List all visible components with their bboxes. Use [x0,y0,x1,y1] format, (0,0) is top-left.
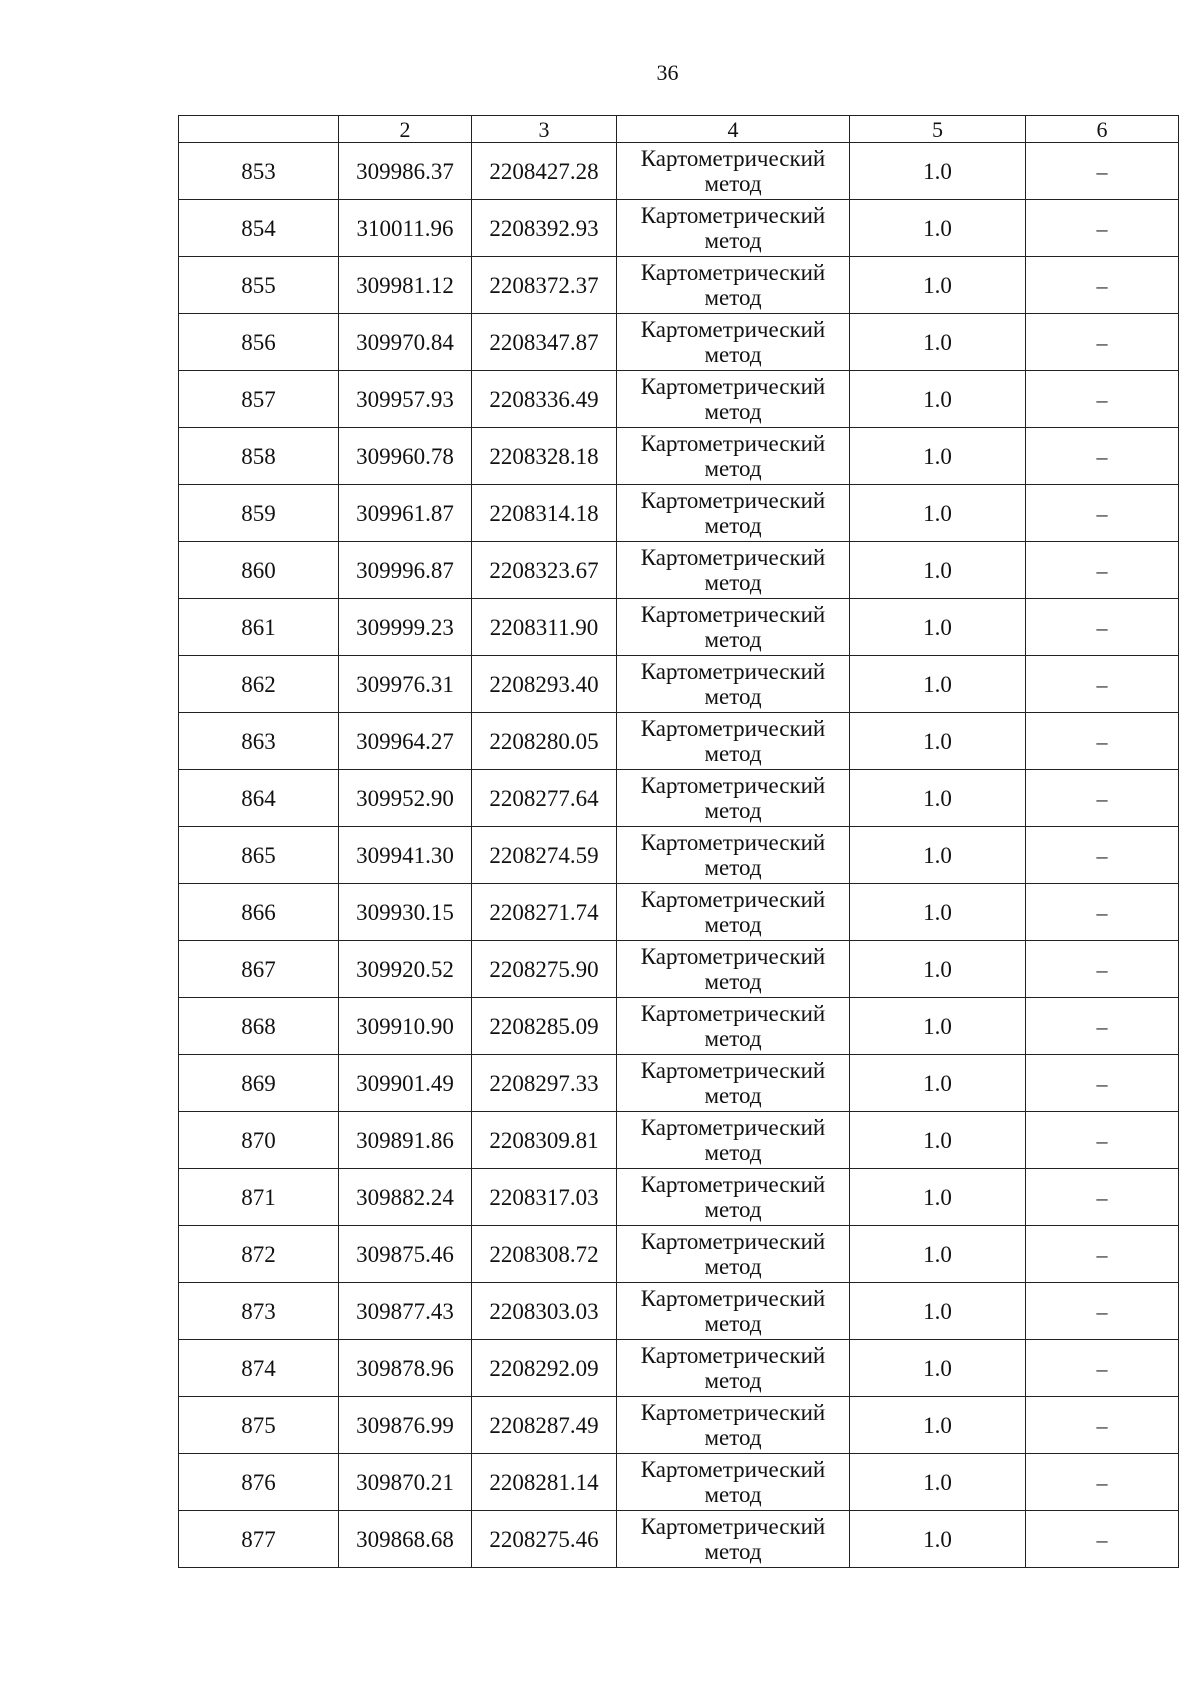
method-cell [617,200,850,257]
point-number-cell: 855 [179,257,339,314]
method-line-2: метод [704,1026,762,1051]
x-coordinate-cell: 309868.68 [339,1511,472,1568]
method-line-1: Картометрический [640,545,826,570]
method-line-2: метод [704,456,762,481]
point-number-cell: 869 [179,1055,339,1112]
note-cell: – [1026,1226,1179,1283]
header-cell-3: 3 [472,116,617,143]
table-row [179,713,1179,770]
method-line-2: метод [704,1425,762,1450]
method-line-1: Картометрический [640,944,826,969]
y-coordinate-cell: 2208275.90 [472,941,617,998]
method-line-2: метод [704,285,762,310]
method-line-1: Картометрический [640,830,826,855]
method-cell [617,827,850,884]
table-row [179,827,1179,884]
y-coordinate-cell: 2208392.93 [472,200,617,257]
note-cell: – [1026,1511,1179,1568]
table-row [179,1397,1179,1454]
x-coordinate-cell: 309875.46 [339,1226,472,1283]
table-row [179,200,1179,257]
accuracy-cell: 1.0 [850,884,1026,941]
x-coordinate-cell: 309999.23 [339,599,472,656]
point-number-cell: 877 [179,1511,339,1568]
table-row [179,485,1179,542]
header-cell-1 [179,116,339,143]
accuracy-cell: 1.0 [850,200,1026,257]
method-line-1: Картометрический [640,146,826,171]
method-line-2: метод [704,1482,762,1507]
note-cell: – [1026,485,1179,542]
table-row [179,1454,1179,1511]
table-row [179,314,1179,371]
table-header-row [179,116,1179,143]
point-number-cell: 866 [179,884,339,941]
note-cell: – [1026,428,1179,485]
method-line-1: Картометрический [640,773,826,798]
accuracy-cell: 1.0 [850,485,1026,542]
accuracy-cell: 1.0 [850,656,1026,713]
method-cell [617,1340,850,1397]
accuracy-cell: 1.0 [850,1112,1026,1169]
accuracy-cell: 1.0 [850,257,1026,314]
table-row [179,257,1179,314]
method-line-1: Картометрический [640,716,826,741]
x-coordinate-cell: 309957.93 [339,371,472,428]
method-line-1: Картометрический [640,1172,826,1197]
y-coordinate-cell: 2208275.46 [472,1511,617,1568]
table-row [179,1169,1179,1226]
x-coordinate-cell: 309996.87 [339,542,472,599]
y-coordinate-cell: 2208293.40 [472,656,617,713]
method-cell [617,941,850,998]
method-cell [617,428,850,485]
method-cell [617,1055,850,1112]
method-line-2: метод [704,627,762,652]
note-cell: – [1026,1454,1179,1511]
method-line-2: метод [704,342,762,367]
method-cell [617,1169,850,1226]
method-line-2: метод [704,741,762,766]
table-row [179,656,1179,713]
method-line-1: Картометрический [640,659,826,684]
table-row [179,884,1179,941]
header-cell-6: 6 [1026,116,1179,143]
point-number-cell: 863 [179,713,339,770]
method-line-2: метод [704,912,762,937]
method-line-2: метод [704,1368,762,1393]
point-number-cell: 874 [179,1340,339,1397]
method-cell [617,485,850,542]
method-cell [617,1397,850,1454]
y-coordinate-cell: 2208347.87 [472,314,617,371]
table-row [179,1055,1179,1112]
table-row [179,143,1179,200]
accuracy-cell: 1.0 [850,1226,1026,1283]
accuracy-cell: 1.0 [850,941,1026,998]
note-cell: – [1026,371,1179,428]
method-cell [617,599,850,656]
method-line-1: Картометрический [640,887,826,912]
y-coordinate-cell: 2208308.72 [472,1226,617,1283]
note-cell: – [1026,998,1179,1055]
y-coordinate-cell: 2208427.28 [472,143,617,200]
x-coordinate-cell: 309891.86 [339,1112,472,1169]
x-coordinate-cell: 309976.31 [339,656,472,713]
table-row [179,428,1179,485]
header-cell-2: 2 [339,116,472,143]
x-coordinate-cell: 309930.15 [339,884,472,941]
table-row [179,371,1179,428]
accuracy-cell: 1.0 [850,428,1026,485]
header-cell-5: 5 [850,116,1026,143]
method-line-1: Картометрический [640,1115,826,1140]
y-coordinate-cell: 2208317.03 [472,1169,617,1226]
accuracy-cell: 1.0 [850,713,1026,770]
y-coordinate-cell: 2208292.09 [472,1340,617,1397]
point-number-cell: 862 [179,656,339,713]
method-cell [617,998,850,1055]
y-coordinate-cell: 2208314.18 [472,485,617,542]
note-cell: – [1026,542,1179,599]
note-cell: – [1026,599,1179,656]
accuracy-cell: 1.0 [850,542,1026,599]
x-coordinate-cell: 309878.96 [339,1340,472,1397]
x-coordinate-cell: 309961.87 [339,485,472,542]
point-number-cell: 858 [179,428,339,485]
method-line-2: метод [704,969,762,994]
accuracy-cell: 1.0 [850,1283,1026,1340]
x-coordinate-cell: 310011.96 [339,200,472,257]
accuracy-cell: 1.0 [850,371,1026,428]
method-line-1: Картометрический [640,1001,826,1026]
y-coordinate-cell: 2208372.37 [472,257,617,314]
x-coordinate-cell: 309920.52 [339,941,472,998]
point-number-cell: 867 [179,941,339,998]
method-cell [617,542,850,599]
header-cell-4: 4 [617,116,850,143]
accuracy-cell: 1.0 [850,1454,1026,1511]
method-cell [617,656,850,713]
accuracy-cell: 1.0 [850,1511,1026,1568]
y-coordinate-cell: 2208303.03 [472,1283,617,1340]
note-cell: – [1026,827,1179,884]
method-cell [617,143,850,200]
point-number-cell: 865 [179,827,339,884]
method-cell [617,371,850,428]
note-cell: – [1026,1340,1179,1397]
note-cell: – [1026,884,1179,941]
note-cell: – [1026,257,1179,314]
note-cell: – [1026,1397,1179,1454]
y-coordinate-cell: 2208277.64 [472,770,617,827]
point-number-cell: 868 [179,998,339,1055]
note-cell: – [1026,656,1179,713]
method-line-1: Картометрический [640,1229,826,1254]
y-coordinate-cell: 2208271.74 [472,884,617,941]
method-cell [617,1112,850,1169]
accuracy-cell: 1.0 [850,314,1026,371]
x-coordinate-cell: 309952.90 [339,770,472,827]
method-cell [617,1226,850,1283]
accuracy-cell: 1.0 [850,770,1026,827]
method-line-2: метод [704,570,762,595]
point-number-cell: 857 [179,371,339,428]
table-row [179,1112,1179,1169]
point-number-cell: 870 [179,1112,339,1169]
y-coordinate-cell: 2208336.49 [472,371,617,428]
note-cell: – [1026,770,1179,827]
method-line-2: метод [704,399,762,424]
method-line-1: Картометрический [640,1457,826,1482]
method-line-1: Картометрический [640,260,826,285]
accuracy-cell: 1.0 [850,599,1026,656]
y-coordinate-cell: 2208309.81 [472,1112,617,1169]
table-row [179,1511,1179,1568]
method-cell [617,1454,850,1511]
method-line-2: метод [704,1311,762,1336]
method-line-1: Картометрический [640,1514,826,1539]
note-cell: – [1026,1283,1179,1340]
note-cell: – [1026,1055,1179,1112]
accuracy-cell: 1.0 [850,1169,1026,1226]
note-cell: – [1026,143,1179,200]
accuracy-cell: 1.0 [850,998,1026,1055]
y-coordinate-cell: 2208287.49 [472,1397,617,1454]
point-number-cell: 853 [179,143,339,200]
note-cell: – [1026,713,1179,770]
table-row [179,1226,1179,1283]
note-cell: – [1026,200,1179,257]
table-row [179,941,1179,998]
method-line-1: Картометрический [640,203,826,228]
x-coordinate-cell: 309876.99 [339,1397,472,1454]
method-line-2: метод [704,228,762,253]
y-coordinate-cell: 2208285.09 [472,998,617,1055]
y-coordinate-cell: 2208281.14 [472,1454,617,1511]
x-coordinate-cell: 309901.49 [339,1055,472,1112]
x-coordinate-cell: 309964.27 [339,713,472,770]
method-line-1: Картометрический [640,317,826,342]
note-cell: – [1026,1112,1179,1169]
table-row [179,542,1179,599]
y-coordinate-cell: 2208274.59 [472,827,617,884]
method-line-2: метод [704,798,762,823]
x-coordinate-cell: 309870.21 [339,1454,472,1511]
x-coordinate-cell: 309986.37 [339,143,472,200]
coordinates-table [178,115,1179,1568]
accuracy-cell: 1.0 [850,827,1026,884]
method-line-1: Картометрический [640,602,826,627]
method-line-1: Картометрический [640,1343,826,1368]
method-cell [617,257,850,314]
point-number-cell: 864 [179,770,339,827]
x-coordinate-cell: 309882.24 [339,1169,472,1226]
accuracy-cell: 1.0 [850,1340,1026,1397]
point-number-cell: 859 [179,485,339,542]
accuracy-cell: 1.0 [850,1397,1026,1454]
method-line-2: метод [704,1539,762,1564]
method-line-2: метод [704,1140,762,1165]
point-number-cell: 856 [179,314,339,371]
method-line-2: метод [704,513,762,538]
method-line-1: Картометрический [640,1400,826,1425]
x-coordinate-cell: 309910.90 [339,998,472,1055]
x-coordinate-cell: 309981.12 [339,257,472,314]
method-line-1: Картометрический [640,1286,826,1311]
accuracy-cell: 1.0 [850,1055,1026,1112]
note-cell: – [1026,1169,1179,1226]
x-coordinate-cell: 309960.78 [339,428,472,485]
table-row [179,998,1179,1055]
table-row [179,1283,1179,1340]
y-coordinate-cell: 2208280.05 [472,713,617,770]
point-number-cell: 871 [179,1169,339,1226]
method-cell [617,1511,850,1568]
table-row [179,1340,1179,1397]
x-coordinate-cell: 309941.30 [339,827,472,884]
method-line-2: метод [704,1254,762,1279]
point-number-cell: 872 [179,1226,339,1283]
y-coordinate-cell: 2208311.90 [472,599,617,656]
method-line-1: Картометрический [640,431,826,456]
point-number-cell: 875 [179,1397,339,1454]
method-cell [617,1283,850,1340]
y-coordinate-cell: 2208328.18 [472,428,617,485]
method-line-1: Картометрический [640,1058,826,1083]
page-number: 36 [656,60,679,85]
y-coordinate-cell: 2208297.33 [472,1055,617,1112]
accuracy-cell: 1.0 [850,143,1026,200]
method-line-2: метод [704,684,762,709]
table-row [179,599,1179,656]
method-line-1: Картометрический [640,488,826,513]
method-line-2: метод [704,171,762,196]
y-coordinate-cell: 2208323.67 [472,542,617,599]
x-coordinate-cell: 309970.84 [339,314,472,371]
point-number-cell: 873 [179,1283,339,1340]
table-row [179,770,1179,827]
note-cell: – [1026,314,1179,371]
method-line-2: метод [704,1197,762,1222]
method-line-2: метод [704,1083,762,1108]
method-cell [617,713,850,770]
point-number-cell: 861 [179,599,339,656]
x-coordinate-cell: 309877.43 [339,1283,472,1340]
point-number-cell: 876 [179,1454,339,1511]
note-cell: – [1026,941,1179,998]
point-number-cell: 860 [179,542,339,599]
method-cell [617,770,850,827]
point-number-cell: 854 [179,200,339,257]
method-line-2: метод [704,855,762,880]
method-line-1: Картометрический [640,374,826,399]
method-cell [617,884,850,941]
method-cell [617,314,850,371]
